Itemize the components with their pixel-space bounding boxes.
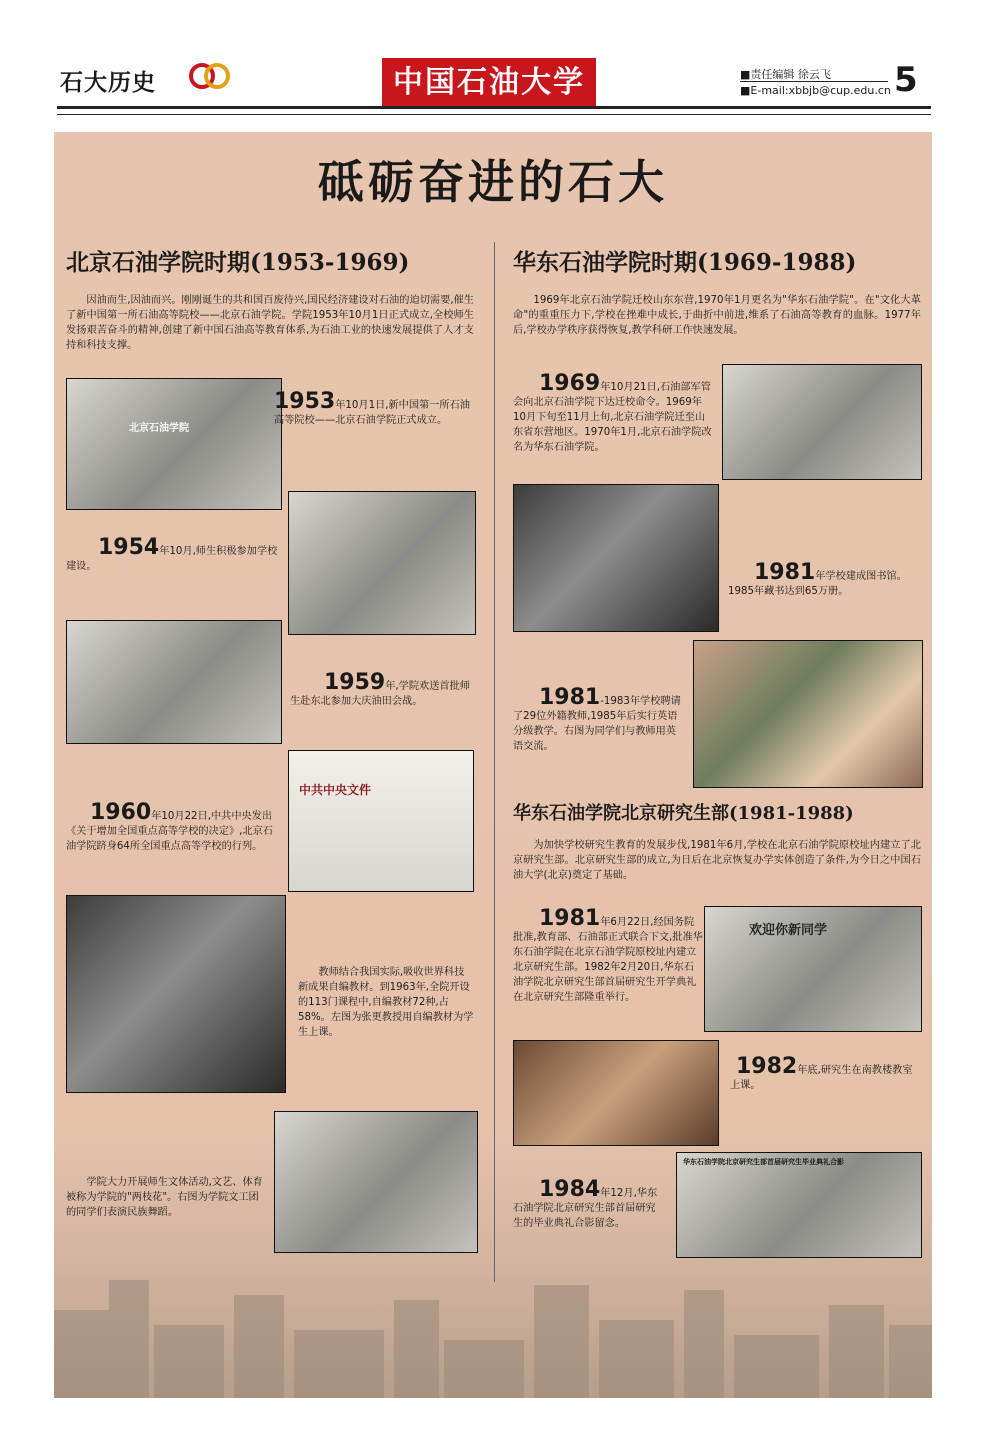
caption-1981-graduate (513, 908, 703, 1005)
caption-1984 (513, 1179, 663, 1231)
section-title-huadong: 华东石油学院时期(1969-1988) (513, 249, 857, 276)
caption-1969 (513, 373, 713, 455)
caption-text: 年6月22日,经国务院批准,教育部、石油部正式联合下文,批准华东石油学院在北京石油学院原校址内建立北京研究生部。1982年2月20日,华东石油学院北京研究生部首届研究生开学典礼在北京研究生部隆重举行。 (513, 917, 703, 1003)
caption-text: 年10月1日,新中国第一所石油高等院校——北京石油学院正式成立。 (274, 400, 470, 426)
photo-graduation-group (676, 1152, 922, 1258)
caption-year: 1969 (539, 371, 601, 396)
section-intro-huadong: 1969年北京石油学院迁校山东东营,1970年1月更名为"华东石油学院"。在"文化大革命"的重重压力下,学校在挫难中成长,于曲折中前进,维系了石油高等教育的血脉。1977年后,学校办学秩序获得恢复,教学科研工作快速发展。 (513, 295, 921, 336)
header-rule-thin (57, 114, 931, 115)
caption-1959 (290, 672, 474, 709)
photo-rally-1969 (722, 364, 922, 480)
photo-welcome-banner (704, 906, 922, 1032)
caption-text: 年10月22日,中共中央发出《关于增加全国重点高等学校的决定》,北京石油学院跻身64所全国重点高等学校的行列。 (66, 811, 273, 852)
editor-rule (740, 81, 888, 82)
photo-professor-teaching (66, 895, 286, 1093)
caption-year: 1954 (98, 535, 160, 560)
photo-english-exchange (693, 640, 923, 788)
caption-1960 (66, 802, 282, 854)
caption-textbooks: 教师结合我国实际,吸收世界科技新成果自编教材。到1963年,全院开设的113门课程中,自编教材72种,占58%。左图为张更教授用自编教材为学生上课。 (298, 967, 474, 1038)
document-header: 中共中央文件 (299, 783, 372, 797)
caption-text: 年,学院欢送首批师生赴东北参加大庆油田会战。 (290, 681, 470, 707)
caption-1981-library (728, 562, 922, 599)
anniversary-logo (186, 60, 234, 100)
column-divider (494, 242, 495, 1282)
photo-daqing-farewell-1959 (66, 620, 282, 744)
caption-year: 1960 (90, 800, 152, 825)
photo-library-reading-room (513, 484, 719, 632)
editor-credit: ■责任编辑 徐云飞 (740, 68, 831, 81)
header-rule (57, 106, 931, 109)
photo-folk-dance (274, 1111, 478, 1253)
photo-construction-1954 (288, 491, 476, 635)
caption-year: 1981 (539, 906, 601, 931)
caption-text: 年学校建成图书馆。1985年藏书达到65万册。 (728, 571, 907, 597)
section-name: 石大历史 (60, 70, 156, 96)
group-photo-caption: 华东石油学院北京研究生部首届研究生毕业典礼合影 (683, 1158, 844, 1166)
caption-year: 1984 (539, 1177, 601, 1202)
gate-inscription: 北京石油学院 (129, 423, 189, 434)
caption-text: 年10月21日,石油部军管会向北京石油学院下达迁校命令。1969年10月下旬至11月上旬,北京石油学院迁至山东省东营地区。1970年1月,北京石油学院改名为华东石油学院。 (513, 382, 712, 453)
caption-1954 (66, 537, 284, 574)
banner-text: 欢迎你新同学 (749, 923, 828, 938)
caption-year: 1959 (324, 670, 386, 695)
caption-year: 1981 (754, 560, 816, 585)
section-title-beijing: 北京石油学院时期(1953-1969) (66, 249, 410, 276)
subsection-intro-graduate: 为加快学校研究生教育的发展步伐,1981年6月,学校在北京石油学院原校址内建立了北京研究生部。北京研究生部的成立,为日后在北京恢复办学实体创造了条件,为今日之中国石油大学(北京)奠定了基础。 (513, 840, 921, 881)
caption-text: -1983年学校聘请了29位外籍教师,1985年后实行英语分级教学。右图为同学们与教师用英语交流。 (513, 696, 681, 752)
masthead-logo: 中国石油大学 (382, 58, 596, 108)
section-intro-beijing: 因油而生,因油而兴。刚刚诞生的共和国百废待兴,国民经济建设对石油的迫切需要,催生了新中国第一所石油高等院校——北京石油学院。学院1953年10月1日正式成立,全校师生发扬艰苦奋斗的精神,创建了新中国石油高等教育体系,为石油工业的快速发展提供了人才支持和科技支撑。 (66, 295, 474, 351)
campus-skyline-image (54, 1240, 932, 1398)
caption-text: 年底,研究生在南教楼教室上课。 (730, 1065, 913, 1091)
photo-campus-gate-1953 (66, 378, 282, 510)
subsection-title-graduate: 华东石油学院北京研究生部(1981-1988) (513, 803, 854, 824)
page-title: 砥砺奋进的石大 (318, 155, 668, 209)
photo-graduate-classroom (513, 1040, 719, 1146)
page-number: 5 (894, 60, 918, 100)
caption-1982 (730, 1056, 922, 1093)
caption-year: 1953 (274, 389, 336, 414)
caption-text: 年12月,华东石油学院北京研究生部首届研究生的毕业典礼合影留念。 (513, 1188, 658, 1229)
caption-year: 1981 (539, 685, 601, 710)
caption-1953 (274, 391, 474, 428)
caption-year: 1982 (736, 1054, 798, 1079)
caption-arts-activities: 学院大力开展师生文体活动,文艺、体育被称为学院的"两枝花"。右图为学院文工团的同学们表演民族舞蹈。 (66, 1177, 263, 1218)
editor-email: ■E-mail:xbbjb@cup.edu.cn (740, 84, 891, 97)
photo-central-committee-document (288, 750, 474, 892)
caption-1981-english (513, 687, 685, 754)
caption-text: 年10月,师生积极参加学校建设。 (66, 546, 278, 572)
